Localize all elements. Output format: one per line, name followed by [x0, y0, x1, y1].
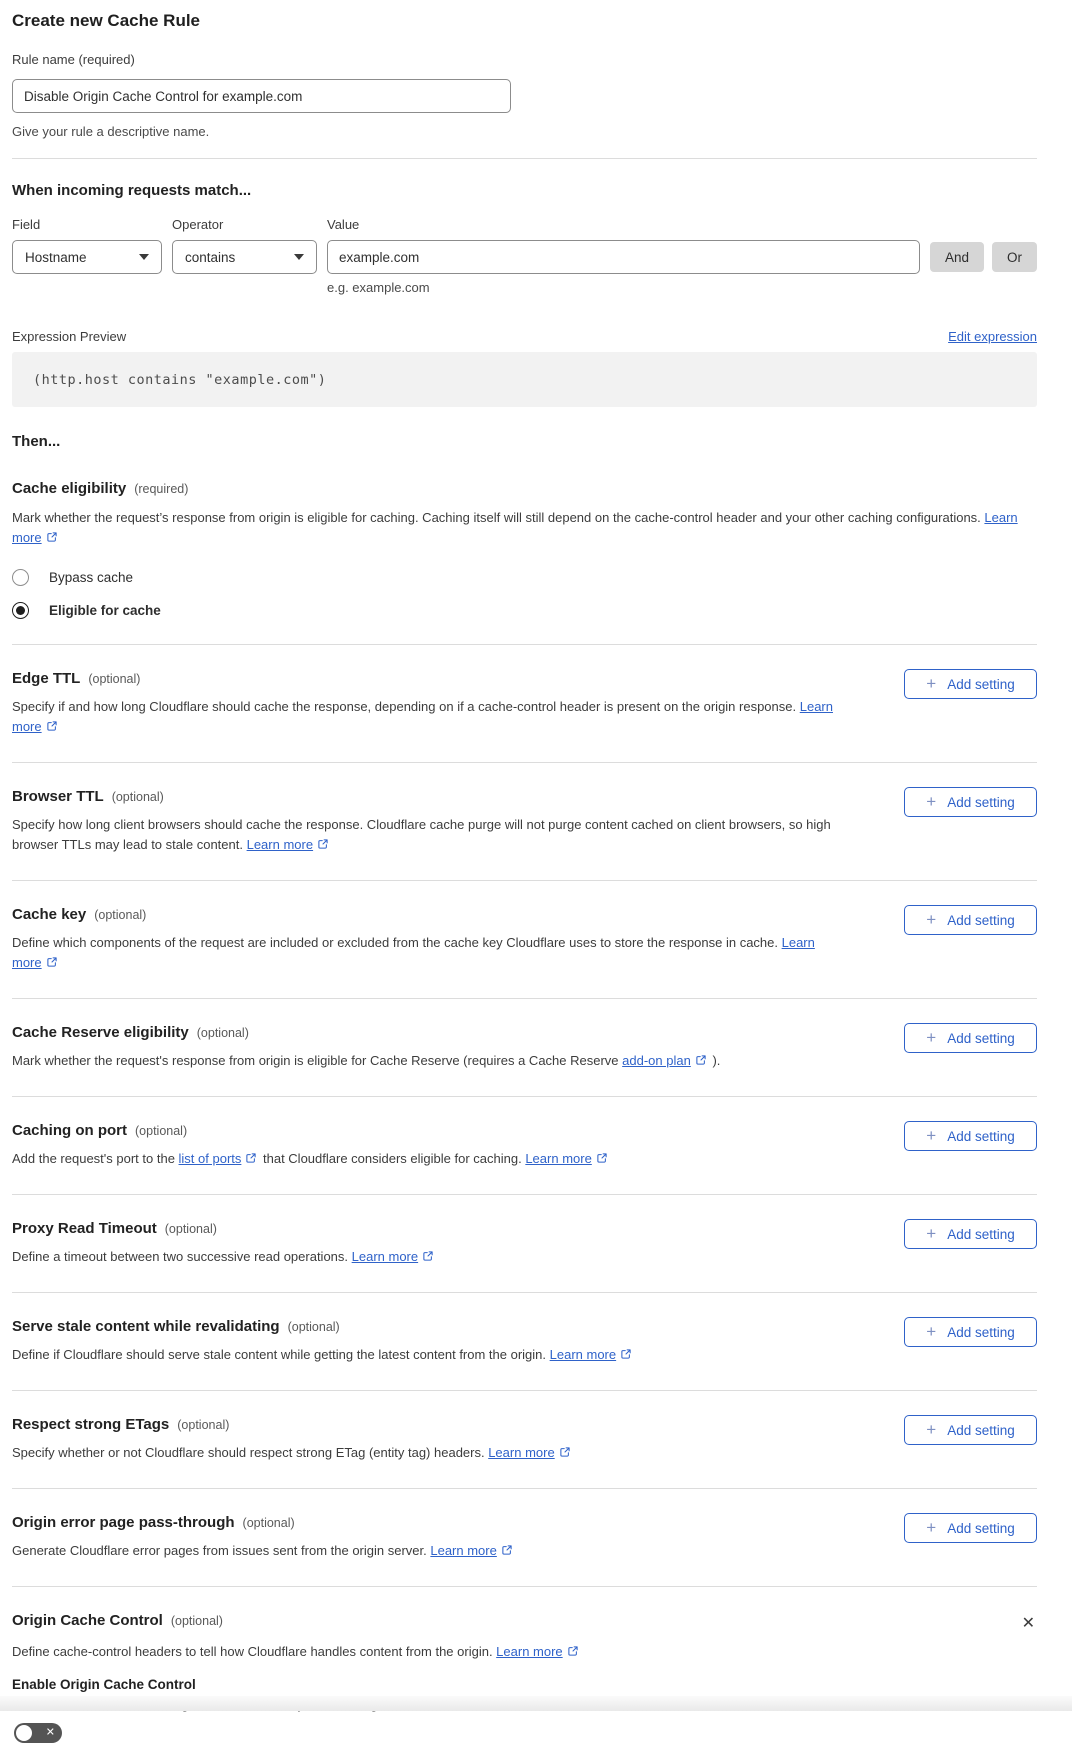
setting-title: Respect strong ETags — [12, 1416, 170, 1433]
setting-title: Edge TTL — [12, 670, 81, 687]
setting-description: Define if Cloudflare should serve stale content while getting the latest content from the origin. Learn more — [12, 1345, 847, 1365]
expression-text: (http.host contains "example.com") — [33, 371, 327, 388]
or-button[interactable]: Or — [992, 242, 1037, 272]
value-help: e.g. example.com — [327, 280, 430, 295]
external-link-icon — [422, 1250, 434, 1262]
optional-tag: (optional) — [111, 790, 164, 804]
rule-name-label: Rule name (required) — [12, 52, 135, 67]
add-on-plan-link[interactable]: add-on plan — [622, 1053, 691, 1068]
expression-preview-label: Expression Preview — [12, 329, 127, 344]
radio-option-label: Bypass cache — [49, 570, 134, 585]
plus-icon: + — [926, 910, 937, 929]
optional-tag: (optional) — [287, 1320, 340, 1334]
external-link-icon — [46, 956, 58, 968]
external-link-icon — [317, 838, 329, 850]
add-setting-button[interactable] — [904, 1415, 1037, 1445]
field-select-value: Hostname — [25, 249, 87, 265]
chevron-down-icon — [294, 254, 304, 260]
required-tag: (required) — [134, 482, 189, 496]
plus-icon: + — [926, 1224, 937, 1243]
learn-more-link[interactable]: Learn more — [430, 1543, 497, 1558]
add-setting-label: Add setting — [947, 794, 1015, 810]
add-setting-button[interactable] — [904, 1023, 1037, 1053]
cache-eligibility-title: Cache eligibility — [12, 480, 127, 497]
setting-title: Browser TTL — [12, 788, 104, 805]
add-setting-label: Add setting — [947, 912, 1015, 928]
setting-row-caching-on-port — [12, 1096, 1037, 1194]
origin-cache-control-section — [12, 1586, 1037, 1743]
external-link-icon — [567, 1645, 579, 1657]
external-link-icon — [596, 1152, 608, 1164]
enable-origin-cache-control-label: Enable Origin Cache Control — [12, 1677, 196, 1692]
value-input[interactable] — [327, 240, 920, 274]
learn-more-link[interactable]: Learn more — [246, 837, 314, 852]
optional-tag: (optional) — [177, 1418, 230, 1432]
external-link-icon — [559, 1446, 571, 1458]
plus-icon: + — [926, 1028, 937, 1047]
page-title: Create new Cache Rule — [12, 11, 201, 30]
create-cache-rule-form — [0, 9, 1072, 1743]
setting-description: Mark whether the request's response from origin is eligible for Cache Reserve (requires a Cache Reserve add-on plan ). — [12, 1053, 721, 1068]
origin-cache-control-description: Define cache-control headers to tell how Cloudflare handles content from the origin. Learn more — [12, 1642, 1037, 1662]
radio-unselected-icon[interactable] — [12, 569, 29, 586]
add-setting-button[interactable] — [904, 905, 1037, 935]
learn-more-link[interactable]: Learn more — [12, 699, 833, 734]
optional-tag: (optional) — [242, 1516, 295, 1530]
operator-select[interactable] — [172, 240, 317, 274]
radio-option-eligible-for-cache[interactable] — [12, 602, 1037, 619]
optional-tag: (optional) — [196, 1026, 249, 1040]
learn-more-link[interactable]: Learn more — [12, 510, 1018, 545]
field-select[interactable] — [12, 240, 162, 274]
setting-description: Add the request's port to the list of ports that Cloudflare considers eligible for caching. Learn more — [12, 1149, 847, 1169]
setting-description: Specify how long client browsers should cache the response. Cloudflare cache purge will not purge content cached on client browsers, so high browser TTLs may lead to stale content. Learn more — [12, 817, 831, 852]
origin-cache-control-title: Origin Cache Control — [12, 1612, 163, 1629]
add-setting-label: Add setting — [947, 676, 1015, 692]
add-setting-button[interactable] — [904, 1317, 1037, 1347]
setting-title: Serve stale content while revalidating — [12, 1318, 280, 1335]
external-link-icon — [695, 1054, 707, 1066]
close-icon[interactable]: ✕ — [1021, 1613, 1035, 1632]
optional-tag: (optional) — [88, 672, 141, 686]
value-label: Value — [327, 217, 360, 232]
add-setting-button[interactable] — [904, 1513, 1037, 1543]
add-setting-label: Add setting — [947, 1324, 1015, 1340]
setting-row-respect-strong-etags — [12, 1390, 1037, 1488]
setting-row-proxy-read-timeout — [12, 1194, 1037, 1292]
plus-icon: + — [926, 1420, 937, 1439]
then-heading: Then... — [12, 433, 61, 450]
setting-row-cache-reserve-eligibility — [12, 998, 1037, 1096]
external-link-icon — [501, 1544, 513, 1556]
cache-eligibility-description: Mark whether the request’s response from origin is eligible for caching. Caching itself will still depend on the cache-control header and your other caching configurations. Learn more — [12, 510, 1018, 545]
match-heading: When incoming requests match... — [12, 182, 252, 199]
add-setting-label: Add setting — [947, 1128, 1015, 1144]
optional-tag: (optional) — [94, 908, 147, 922]
settings-list — [12, 644, 1037, 1586]
rule-name-help: Give your rule a descriptive name. — [12, 124, 210, 139]
chevron-down-icon — [139, 254, 149, 260]
plus-icon: + — [926, 1518, 937, 1537]
rule-name-section — [12, 51, 1037, 159]
setting-row-serve-stale-content-while-revalidating — [12, 1292, 1037, 1390]
add-setting-button[interactable] — [904, 787, 1037, 817]
external-link-icon — [245, 1152, 257, 1164]
add-setting-label: Add setting — [947, 1030, 1015, 1046]
expression-builder-row — [12, 240, 1037, 274]
setting-description: Define a timeout between two successive read operations. Learn more — [12, 1247, 847, 1267]
plus-icon: + — [926, 674, 937, 693]
setting-title: Proxy Read Timeout — [12, 1220, 157, 1237]
learn-more-link[interactable]: Learn more — [549, 1347, 617, 1362]
setting-title: Origin error page pass-through — [12, 1514, 235, 1531]
optional-tag: (optional) — [164, 1222, 217, 1236]
radio-option-label: Eligible for cache — [49, 603, 161, 618]
list-of-ports-link[interactable]: list of ports — [178, 1151, 242, 1166]
operator-select-value: contains — [185, 249, 236, 265]
setting-title: Cache key — [12, 906, 87, 923]
setting-row-origin-error-page-pass-through — [12, 1488, 1037, 1586]
radio-option-bypass-cache[interactable] — [12, 569, 1037, 586]
optional-tag: (optional) — [170, 1614, 223, 1628]
cache-eligibility-section — [12, 479, 1037, 644]
external-link-icon — [46, 531, 58, 543]
setting-description: Specify if and how long Cloudflare should cache the response, depending on if a cache-control header is present on the origin response. Learn more — [12, 699, 833, 734]
expression-preview-header — [12, 329, 1037, 344]
expression-preview-code — [12, 352, 1037, 407]
learn-more-link[interactable]: Learn more — [525, 1151, 592, 1166]
and-button[interactable]: And — [930, 242, 984, 272]
field-label: Field — [12, 217, 41, 232]
plus-icon: + — [926, 792, 937, 811]
learn-more-link[interactable]: Learn more — [496, 1644, 563, 1659]
learn-more-link[interactable]: Learn more — [351, 1249, 419, 1264]
edit-expression-link[interactable]: Edit expression — [948, 329, 1037, 344]
operator-label: Operator — [172, 217, 224, 232]
setting-row-browser-ttl — [12, 762, 1037, 880]
external-link-icon — [46, 720, 58, 732]
add-setting-button[interactable] — [904, 1121, 1037, 1151]
rule-name-input[interactable] — [12, 79, 511, 113]
add-setting-button[interactable] — [904, 1219, 1037, 1249]
learn-more-link[interactable]: Learn more — [488, 1445, 555, 1460]
plus-icon: + — [926, 1126, 937, 1145]
optional-tag: (optional) — [135, 1124, 188, 1138]
add-setting-button[interactable] — [904, 669, 1037, 699]
setting-title: Caching on port — [12, 1122, 127, 1139]
toggle-knob — [16, 1725, 32, 1741]
add-setting-label: Add setting — [947, 1422, 1015, 1438]
setting-title: Cache Reserve eligibility — [12, 1024, 189, 1041]
external-link-icon — [620, 1348, 632, 1360]
plus-icon: + — [926, 1322, 937, 1341]
add-setting-label: Add setting — [947, 1520, 1015, 1536]
setting-description: Generate Cloudflare error pages from issues sent from the origin server. Learn more — [12, 1541, 847, 1561]
cache-eligibility-options — [12, 569, 1037, 644]
setting-description: Define which components of the request are included or excluded from the cache key Cloudflare uses to store the response in cache. Learn more — [12, 935, 815, 970]
bottom-scroll-fade — [0, 1696, 1072, 1711]
add-setting-label: Add setting — [947, 1226, 1015, 1242]
origin-cache-control-toggle[interactable] — [14, 1723, 62, 1743]
setting-row-edge-ttl — [12, 644, 1037, 762]
setting-row-cache-key — [12, 880, 1037, 998]
setting-description: Specify whether or not Cloudflare should respect strong ETag (entity tag) headers. Learn more — [12, 1443, 847, 1463]
learn-more-link[interactable]: Learn more — [12, 935, 815, 970]
radio-selected-icon[interactable] — [12, 602, 29, 619]
expression-builder-labels — [12, 217, 1037, 232]
toggle-off-x-icon: ✕ — [45, 1726, 55, 1739]
